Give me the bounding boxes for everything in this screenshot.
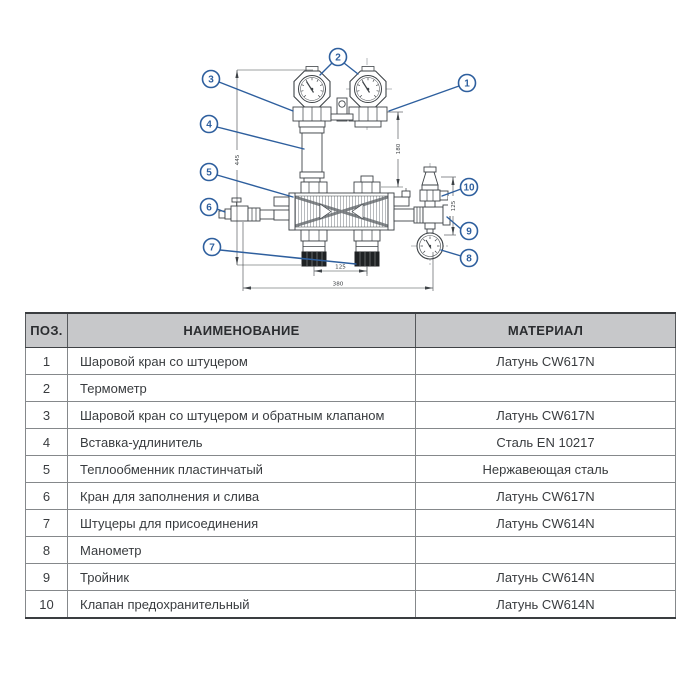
- table-row: [26, 348, 676, 375]
- heat-exchanger: [274, 176, 410, 241]
- callout-7: [204, 239, 221, 256]
- svg-text:9: 9: [466, 226, 472, 238]
- table-row: [26, 456, 676, 483]
- dim-overall-width: 380: [332, 281, 344, 288]
- callout-8: [461, 250, 478, 267]
- name-cell: Кран для заполнения и слива: [68, 483, 416, 510]
- material-cell: Нержавеющая сталь: [416, 456, 676, 483]
- header-material: МАТЕРИАЛ: [416, 313, 676, 348]
- pos-cell: 8: [26, 537, 68, 564]
- pressure-gauge: [417, 233, 443, 259]
- ball-valve-left: [293, 107, 331, 127]
- callout-7-leader: [220, 250, 356, 264]
- assembly-drawing: [0, 0, 700, 310]
- pos-cell: 4: [26, 429, 68, 456]
- name-cell: Вставка-удлинитель: [68, 429, 416, 456]
- callout-9: [461, 223, 478, 240]
- callouts: [201, 49, 478, 267]
- table-row: [26, 375, 676, 402]
- table-row: [26, 537, 676, 564]
- material-cell: [416, 537, 676, 564]
- svg-text:7: 7: [209, 242, 215, 254]
- extension-pipe: [300, 127, 324, 182]
- material-cell: Латунь CW614N: [416, 591, 676, 619]
- dim-right-connection: 180: [396, 143, 403, 155]
- pos-cell: 2: [26, 375, 68, 402]
- callout-2: [330, 49, 347, 66]
- callout-10: [461, 179, 478, 196]
- callout-3: [203, 71, 220, 88]
- table-row: [26, 402, 676, 429]
- pos-cell: 1: [26, 348, 68, 375]
- safety-valve: [420, 167, 448, 207]
- name-cell: Манометр: [68, 537, 416, 564]
- name-cell: Теплообменник пластинчатый: [68, 456, 416, 483]
- dimension-overall-width: [243, 222, 433, 291]
- table-row: [26, 564, 676, 591]
- name-cell: Шаровой кран со штуцером: [68, 348, 416, 375]
- callout-6: [201, 199, 218, 216]
- connector-left: [302, 241, 326, 266]
- name-cell: Тройник: [68, 564, 416, 591]
- svg-text:4: 4: [206, 119, 212, 131]
- name-cell: Шаровой кран со штуцером и обратным клапаном: [68, 402, 416, 429]
- table-row: [26, 483, 676, 510]
- name-cell: Штуцеры для присоединения: [68, 510, 416, 537]
- table-row: [26, 510, 676, 537]
- ball-valve-right: [349, 107, 387, 127]
- svg-text:6: 6: [206, 202, 212, 214]
- dim-port-spacing: 125: [335, 264, 346, 271]
- name-cell: Термометр: [68, 375, 416, 402]
- svg-text:1: 1: [464, 78, 470, 90]
- table-row: [26, 429, 676, 456]
- material-cell: Латунь CW617N: [416, 483, 676, 510]
- dimension-right-connection: [381, 112, 403, 187]
- connector-right: [355, 241, 379, 266]
- header-name: НАИМЕНОВАНИЕ: [68, 313, 416, 348]
- material-cell: [416, 375, 676, 402]
- material-cell: Сталь EN 10217: [416, 429, 676, 456]
- dim-overall-height: 445: [235, 154, 242, 166]
- material-cell: Латунь CW617N: [416, 348, 676, 375]
- callout-1: [459, 75, 476, 92]
- pos-cell: 5: [26, 456, 68, 483]
- table-row: [26, 591, 676, 619]
- material-cell: Латунь CW614N: [416, 564, 676, 591]
- svg-text:3: 3: [208, 74, 214, 86]
- callout-8-leader: [441, 250, 461, 256]
- pos-cell: 3: [26, 402, 68, 429]
- svg-text:5: 5: [206, 167, 212, 179]
- svg-text:2: 2: [335, 52, 341, 64]
- thermometer-left: [294, 67, 330, 108]
- callout-5: [201, 164, 218, 181]
- material-cell: Латунь CW614N: [416, 510, 676, 537]
- table-header-row: [26, 313, 676, 348]
- pos-cell: 9: [26, 564, 68, 591]
- svg-text:8: 8: [466, 253, 472, 265]
- pos-cell: 7: [26, 510, 68, 537]
- parts-table: [25, 312, 676, 619]
- svg-text:10: 10: [463, 182, 475, 194]
- callout-1-leader: [389, 86, 459, 111]
- callout-4-leader: [217, 127, 304, 149]
- pos-cell: 6: [26, 483, 68, 510]
- callout-5-leader: [217, 175, 293, 197]
- tee: [394, 205, 450, 233]
- callout-3-leader: [219, 82, 293, 111]
- pos-cell: 10: [26, 591, 68, 619]
- dim-branch-height: 125: [451, 200, 458, 212]
- material-cell: Латунь CW617N: [416, 402, 676, 429]
- header-pos: ПОЗ.: [26, 313, 68, 348]
- callout-4: [201, 116, 218, 133]
- name-cell: Клапан предохранительный: [68, 591, 416, 619]
